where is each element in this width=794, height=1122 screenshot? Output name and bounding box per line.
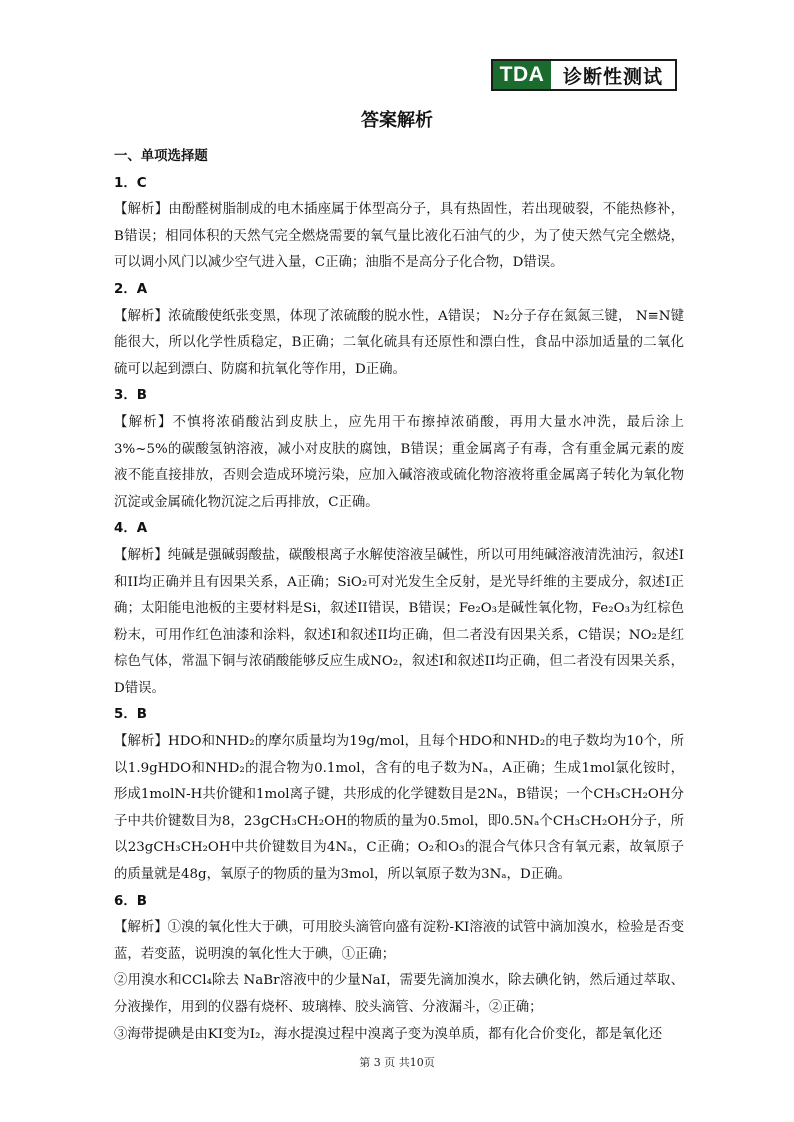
question-6-point-3: ③海带提碘是由KI变为I₂，海水提溴过程中溴离子变为溴单质，都有化合价变化，都是氧化还 (114, 1026, 663, 1042)
page-title: 答案解析 (361, 110, 433, 131)
question-1-answer: 1．C (114, 175, 147, 191)
question-2-explanation: 【解析】浓硫酸使纸张变黑，体现了浓硫酸的脱水性，A错误； N₂分子存在氮氮三键， N≡N键能很大，所以化学性质稳定，B正确；二氧化硫具有还原性和漂白性，食品中添加适量的二氧化硫可以起到漂白、防腐和抗氧化等作用，D正确。 (114, 308, 684, 377)
question-6-answer: 6．B (114, 893, 147, 909)
question-3-answer: 3．B (114, 388, 147, 404)
question-4-explanation: 【解析】纯碱是强碱弱酸盐，碳酸根离子水解使溶液呈碱性，所以可用纯碱溶液清洗油污，叙述I和II均正确并且有因果关系，A正确；SiO₂可对光发生全反射，是光导纤维的主要成分，叙述I正确；太阳能电池板的主要材料是Si，叙述II错误，B错误；Fe₂O₃是碱性氧化物，Fe₂O₃为红棕色粉末，可用作红色油漆和涂料，叙述I和叙述II均正确，但二者没有因果关系，C错误；NO₂是红棕色气体，常温下铜与浓硝酸能够反应生成NO₂，叙述I和叙述II均正确，但二者没有因果关系，D错误。 (114, 547, 684, 696)
logo-label: 诊断性测试 (562, 65, 663, 88)
question-3-explanation: 【解析】不慎将浓硝酸沾到皮肤上，应先用干布擦掉浓硝酸，再用大量水冲洗，最后涂上3%~5%的碳酸氢钠溶液，减小对皮肤的腐蚀，B错误；重金属离子有毒，含有重金属元素的废液不能直接排放，否则会造成环境污染，应加入碱溶液或硫化物溶液将重金属离子转化为氧化物沉淀或金属硫化物沉淀之后再排放，C正确。 (114, 414, 684, 510)
question-1-explanation: 【解析】由酚醛树脂制成的电木插座属于体型高分子，具有热固性，若出现破裂，不能热修补，B错误；相同体积的天然气完全燃烧需要的氧气量比液化石油气的少，为了使天然气完全燃烧，可以调小风门以减少空气进入量，C正确；油脂不是高分子化合物，D错误。 (114, 202, 684, 271)
answer-body (114, 144, 684, 1048)
question-5-explanation: 【解析】HDO和NHD₂的摩尔质量均为19g/mol，且每个HDO和NHD₂的电子数均为10个，所以1.9gHDO和NHD₂的混合物为0.1mol，含有的电子数为Nₐ，A正确；生成1mol氯化铵时，形成1molN-H共价键和1mol离子键，共形成的化学键数目是2Nₐ，B错误；一个CH₃CH₂OH分子中共价键数目为8，23gCH₃CH₂OH的物质的量为0.5mol，即0.5Nₐ个CH₃CH₂OH分子，所以23gCH₃CH₂OH中共价键数目为4Nₐ，C正确；O₂和O₃的混合气体只含有氧元素，故氧原子的质量就是48g，氧原子的物质的量为3mol，所以氧原子数为3Nₐ，D正确。 (114, 734, 684, 883)
logo-brand: TDA (493, 61, 551, 89)
question-4-answer: 4．A (114, 521, 148, 537)
question-6-point-2: ②用溴水和CCl₄除去 NaBr溶液中的少量NaI，需要先滴加溴水，除去碘化钠，然后通过萃取、分液操作，用到的仪器有烧杯、玻璃棒、胶头滴管、分液漏斗，②正确； (114, 973, 684, 1015)
tda-logo (491, 59, 677, 91)
section-heading: 一、单项选择题 (114, 149, 208, 164)
question-5-answer: 5．B (114, 707, 147, 723)
question-2-answer: 2．A (114, 281, 148, 297)
page-footer: 第 3 页 共10页 (359, 1056, 435, 1069)
question-6-explanation: 【解析】①溴的氧化性大于碘，可用胶头滴管向盛有淀粉-KI溶液的试管中滴加溴水，检验是否变蓝，若变蓝，说明溴的氧化性大于碘，①正确； (114, 920, 684, 962)
